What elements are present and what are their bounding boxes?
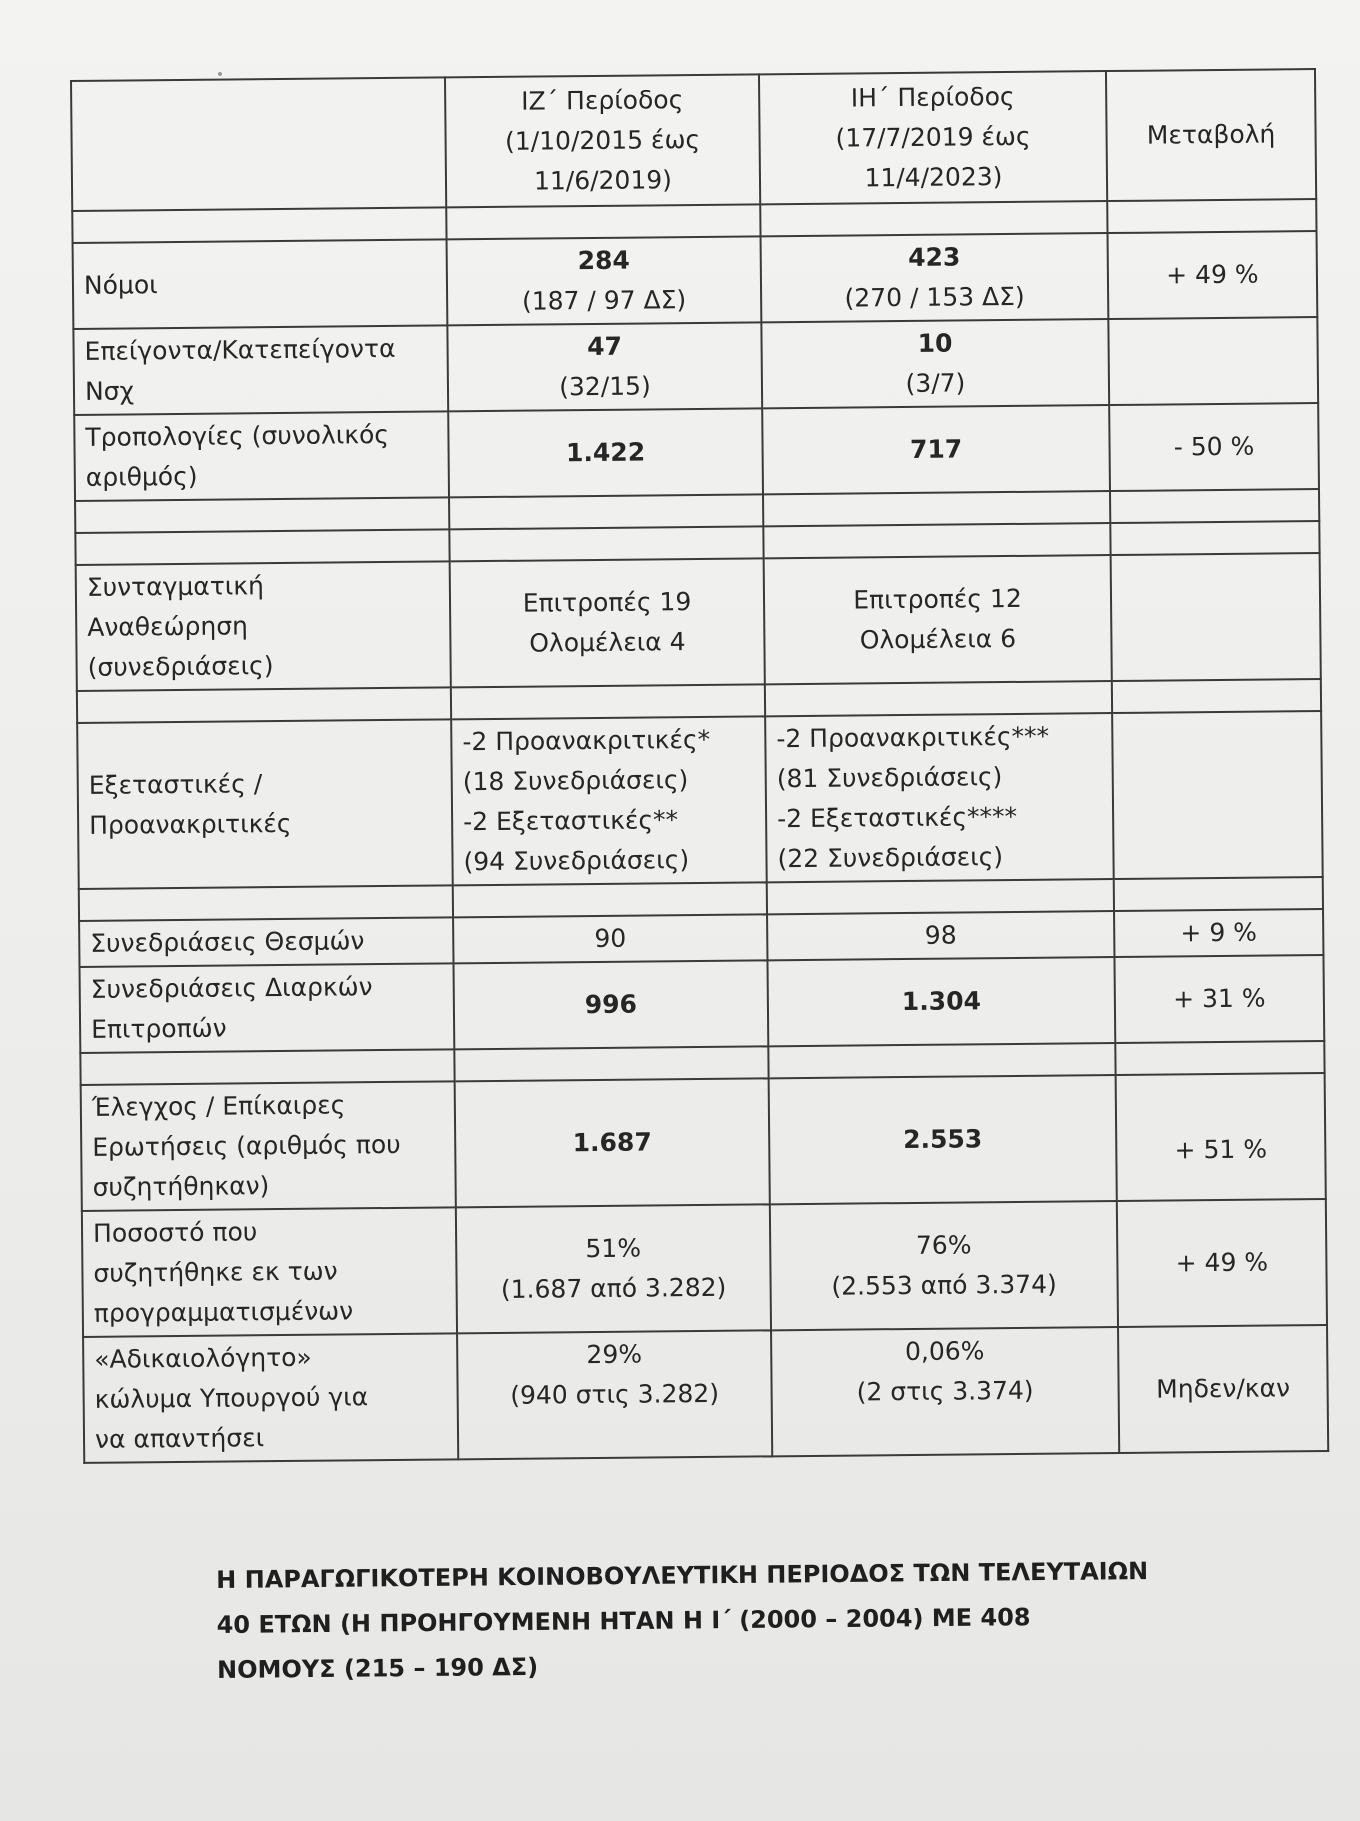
cell-period-1: -2 Προανακριτικές* (18 Συνεδριάσεις) -2 Εξεταστικές** (94 Συνεδριάσεις): [451, 716, 767, 885]
row-label: Συνεδριάσεις Διαρκών Επιτροπών: [80, 963, 455, 1053]
header-period-1: ΙΖ΄ Περίοδος (1/10/2015 έως 11/6/2019): [445, 74, 760, 207]
cell-change: + 9 %: [1114, 909, 1323, 957]
cell-period-2: 0,06% (2 στις 3.374): [771, 1327, 1119, 1456]
row-label: Συνεδριάσεις Θεσμών: [79, 917, 453, 967]
row-parliamentary-control: [81, 1073, 1326, 1211]
row-constitutional-revision: [76, 553, 1321, 691]
cell-period-1: 29% (940 στις 3.282): [457, 1330, 772, 1459]
cell-period-2: 98: [767, 911, 1114, 960]
row-label: Τροπολογίες (συνολικός αριθμός): [74, 411, 449, 501]
cell-period-2: 76% (2.553 από 3.374): [770, 1201, 1118, 1330]
row-amendments: [74, 403, 1319, 501]
row-minister-obstruction: [83, 1325, 1328, 1463]
row-label: Συνταγματική Αναθεώρηση (συνεδριάσεις): [76, 561, 451, 691]
cell-period-2: Επιτροπές 12 Ολομέλεια 6: [764, 555, 1112, 684]
row-discussed-percentage: [82, 1199, 1327, 1337]
cell-period-1: 1.422: [448, 408, 763, 497]
footer-line: 40 ΕΤΩΝ (Η ΠΡΟΗΓΟΥΜΕΝΗ ΗΤΑΝ Η Ι΄ (2000 – 2004) ΜΕ 408: [216, 1603, 1031, 1639]
cell-period-1: 996: [453, 960, 768, 1049]
legislative-statistics-table: [70, 68, 1329, 1464]
footer-note: [216, 1548, 1217, 1693]
footer-line: Η ΠΑΡΑΓΩΓΙΚΟΤΕΡΗ ΚΟΙΝΟΒΟΥΛΕΥΤΙΚΗ ΠΕΡΙΟΔΟΣ ΤΩΝ ΤΕΛΕΥΤΑΙΩΝ: [216, 1557, 1149, 1594]
cell-period-2: 717: [762, 405, 1110, 494]
cell-change: + 49 %: [1108, 231, 1318, 319]
cell-period-2: 2.553: [769, 1075, 1117, 1204]
footer-line: ΝΟΜΟΥΣ (215 – 190 ΔΣ): [216, 1652, 539, 1684]
row-inquiries: [77, 711, 1323, 889]
cell-period-2: 423 (270 / 153 ΔΣ): [761, 233, 1109, 322]
row-label: Εξεταστικές / Προανακριτικές: [77, 719, 453, 889]
cell-period-2: 10 (3/7): [761, 319, 1109, 408]
cell-change: - 50 %: [1109, 403, 1319, 491]
row-label: Επείγοντα/Κατεπείγοντα Νσχ: [73, 325, 448, 415]
cell-period-1: Επιτροπές 19 Ολομέλεια 4: [450, 558, 765, 687]
cell-change: Μηδεν/καν: [1118, 1325, 1328, 1453]
cell-period-1: 47 (32/15): [447, 322, 762, 411]
cell-period-1: 90: [453, 914, 767, 963]
cell-change: [1108, 317, 1318, 405]
cell-period-2: 1.304: [767, 957, 1115, 1046]
header-period-2: ΙΗ΄ Περίοδος (17/7/2019 έως 11/4/2023): [759, 71, 1107, 204]
cell-change: [1112, 711, 1323, 879]
header-change: Μεταβολή: [1106, 69, 1316, 201]
row-label: Ποσοστό που συζητήθηκε εκ των προγραμματισμένων: [82, 1207, 457, 1337]
row-standing-committees: [80, 955, 1325, 1053]
row-urgent-bills: [73, 317, 1318, 415]
header-empty-cell: [71, 77, 446, 211]
statistics-sheet: [70, 68, 1327, 1464]
row-label: Έλεγχος / Επίκαιρες Ερωτήσεις (αριθμός που συζητήθηκαν): [81, 1081, 456, 1211]
cell-change: + 49 %: [1117, 1199, 1327, 1327]
cell-change: [1111, 553, 1321, 681]
paper-speck: [218, 72, 222, 76]
cell-period-1: 1.687: [455, 1078, 770, 1207]
cell-period-2: -2 Προανακριτικές*** (81 Συνεδριάσεις) -2 Εξεταστικές**** (22 Συνεδριάσεις): [765, 713, 1114, 882]
row-nomoi: [73, 231, 1318, 329]
header-row: [71, 69, 1316, 211]
row-label: «Αδικαιολόγητο» κώλυμα Υπουργού για να απαντήσει: [83, 1333, 458, 1463]
row-label: Νόμοι: [73, 239, 448, 329]
cell-change: + 31 %: [1114, 955, 1324, 1043]
cell-period-1: 284 (187 / 97 ΔΣ): [447, 236, 762, 325]
cell-period-1: 51% (1.687 από 3.282): [456, 1204, 771, 1333]
cell-change: + 51 %: [1116, 1073, 1326, 1201]
